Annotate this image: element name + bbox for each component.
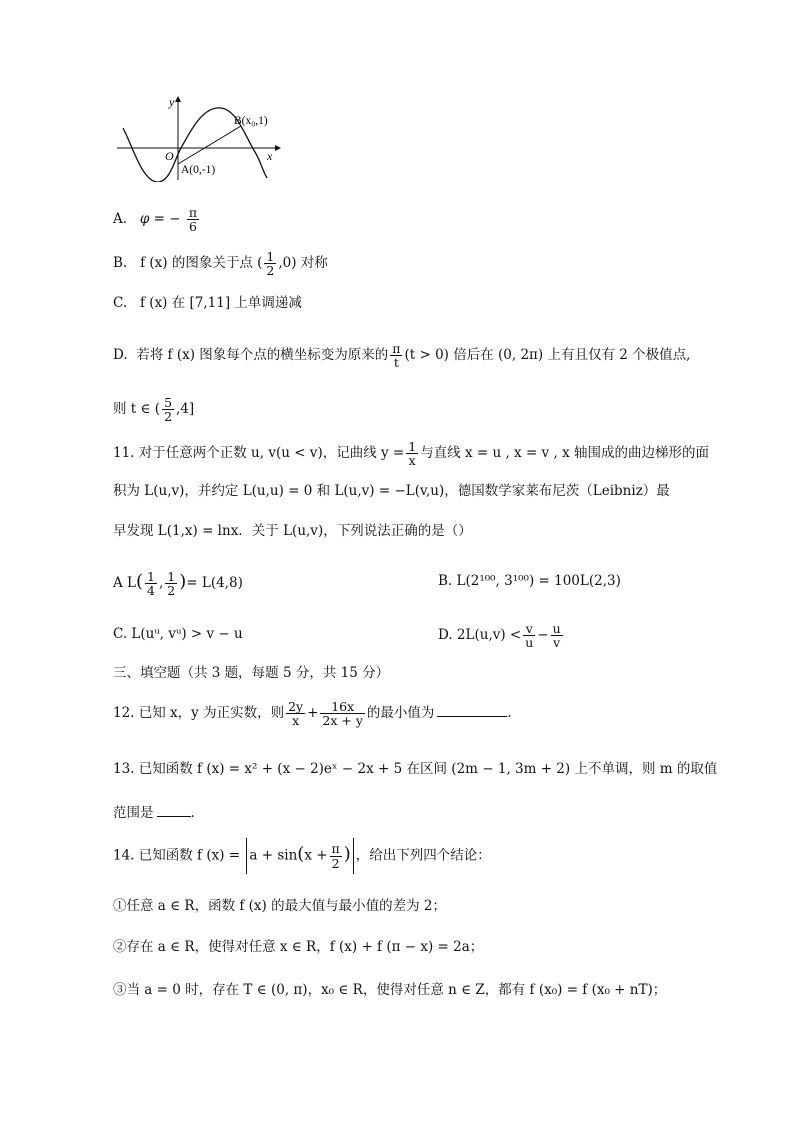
q14-post: ，给出下列四个结论：	[355, 847, 491, 864]
q12-fraction-1	[286, 700, 305, 727]
fraction-numerator: 2y	[288, 699, 304, 714]
fraction-numerator: 16x	[320, 700, 365, 714]
q14-abs-pre: a + sin	[249, 847, 298, 864]
q11-line1-post: 与直线 x = u , x = v , x 轴围成的曲边梯形的面	[420, 445, 709, 462]
q11-option-a-post: = L(4,8)	[186, 575, 243, 592]
fraction-numerator: 1	[408, 439, 417, 454]
point-a-label: A(0,-1)	[181, 164, 216, 176]
q12-stem	[113, 700, 512, 727]
sine-graph-figure	[113, 92, 288, 182]
q13-answer-blank[interactable]	[157, 804, 191, 817]
q14-conclusion-2: ②存在 a ∈ R，使得对任意 x ∈ R，f (x) + f (π − x) = 2a；	[113, 939, 484, 955]
fraction-numerator: 1	[266, 249, 275, 264]
fraction-denominator: u	[525, 635, 534, 651]
option-c-label: C.	[113, 295, 128, 311]
segment-ab	[178, 126, 241, 164]
y-axis-arrow	[175, 96, 181, 102]
fraction-denominator: 2	[167, 583, 176, 599]
option-d-text-post: (t > 0) 倍后在 (0, 2π) 上有且仅有 2 个极值点,	[404, 347, 691, 364]
fraction-numerator: 1	[167, 569, 176, 584]
fraction-denominator: 2	[164, 409, 173, 425]
q12-post: 的最小值为	[366, 705, 435, 722]
minus-sign: −	[537, 627, 549, 644]
q13-stem-line1: 13. 已知函数 f (x) = x² + (x − 2)eˣ − 2x + 5 在区间 (2m − 1, 3m + 2) 上不单调，则 m 的取值	[113, 761, 718, 777]
q13-line2-text: 范围是	[113, 805, 154, 821]
fraction-denominator: 4	[147, 583, 155, 599]
q12-fraction-2	[320, 700, 365, 727]
option-d-label: D.	[113, 347, 128, 364]
option-a-lhs: φ = −	[139, 211, 181, 228]
option-d-fraction	[390, 342, 402, 369]
fraction-denominator: 2	[331, 855, 340, 871]
fraction-denominator: t	[393, 355, 399, 371]
q14-conclusion-1: ①任意 a ∈ R，函数 f (x) 的最大值与最小值的差为 2；	[113, 898, 446, 914]
fraction-denominator: 6	[189, 219, 197, 235]
x-axis-label: x	[267, 149, 273, 163]
q14-fraction	[330, 842, 342, 869]
y-axis-label: y	[169, 95, 175, 109]
q11-option-a: A L( $\frac{1}{4}$ , $\frac{1}{2}$ )= L(4,8)	[113, 569, 243, 599]
origin-label: O	[165, 149, 174, 163]
q11-option-a-pre: A L	[113, 575, 137, 592]
q11-option-d-pre: D. 2L(u,v) <	[438, 627, 522, 644]
fraction-denominator: x	[408, 453, 416, 469]
fraction-numerator: 1	[147, 569, 155, 584]
q11-option-a-fraction-2	[165, 570, 177, 597]
fraction-numerator: π	[392, 341, 401, 356]
q12-pre: 12. 已知 x，y 为正实数，则	[113, 705, 285, 722]
abs-left-bar	[246, 838, 247, 874]
option-c-text: f (x) 在 [7,11] 上单调递减	[140, 295, 302, 311]
q10-option-a	[113, 206, 201, 233]
q11-stem-line3: 早发现 L(1,x) = lnx．关于 L(u,v)，下列说法正确的是（）	[113, 523, 472, 539]
fraction-numerator: π	[188, 205, 198, 220]
fraction-numerator: π	[331, 841, 340, 857]
fraction-denominator: x	[292, 713, 300, 729]
option-d-line2-pre: 则 t ∈ (	[113, 401, 161, 418]
fraction-denominator: v	[553, 635, 561, 651]
option-a-label: A.	[113, 211, 128, 228]
paren-left: (	[136, 571, 144, 593]
paren-right: )	[343, 843, 351, 865]
q11-line1-fraction	[406, 440, 418, 467]
plus-sign: +	[307, 705, 319, 722]
q13-stem-line2	[113, 804, 195, 821]
fraction-denominator: 2	[266, 263, 275, 279]
q11-option-d	[438, 622, 565, 649]
paren-right: )	[179, 571, 187, 593]
q14-conclusion-3: ③当 a = 0 时，存在 T ∈ (0, π)，x₀ ∈ R，使得对任意 n ∈ Z，都有 f (x₀) = f (x₀ + nT)；	[113, 982, 667, 998]
option-b-fraction	[264, 250, 276, 277]
q13-end: .	[190, 805, 195, 821]
x-axis-arrow	[275, 145, 281, 151]
q11-stem-line1	[113, 440, 709, 467]
fraction-numerator: v	[523, 622, 535, 636]
fraction-numerator: u	[552, 621, 561, 636]
fraction-numerator: 5	[164, 395, 173, 410]
paren-left: (	[297, 843, 305, 865]
q11-line1-pre: 11. 对于任意两个正数 u, v(u < v)，记曲线 y =	[113, 445, 405, 462]
q11-option-d-fraction-1	[523, 622, 535, 649]
q11-option-d-fraction-2	[551, 622, 563, 649]
section-3-heading: 三、填空题（共 3 题，每题 5 分，共 15 分）	[113, 665, 390, 681]
q10-option-b	[113, 250, 328, 277]
q11-stem-line2: 积为 L(u,v)，并约定 L(u,u) = 0 和 L(u,v) = −L(v,u)，德国数学家莱布尼茨（Leibniz）最	[113, 483, 670, 499]
option-d-line2-fraction	[162, 396, 174, 423]
option-b-text-post: ,0) 对称	[278, 255, 328, 272]
q12-end: .	[507, 705, 512, 722]
option-d-text-pre: 若将 f (x) 图象每个点的横坐标变为原来的	[136, 347, 389, 364]
option-b-text-pre: f (x) 的图象关于点 (	[140, 255, 263, 272]
option-b-label: B.	[113, 255, 128, 272]
q10-option-d	[113, 342, 690, 369]
q12-answer-blank[interactable]	[437, 704, 507, 717]
option-a-fraction	[187, 206, 199, 233]
option-d-line2-post: ,4]	[176, 401, 195, 418]
q11-option-a-fraction-1	[145, 570, 157, 597]
q14-abs-x: x +	[304, 847, 328, 864]
q14-stem	[113, 838, 491, 874]
q11-option-b: B. L(2¹⁰⁰, 3¹⁰⁰) = 100L(2,3)	[438, 573, 621, 589]
q14-pre: 14. 已知函数 f (x) =	[113, 847, 241, 864]
q10-option-c	[113, 297, 302, 311]
point-b-label: B(x₀,1)	[234, 115, 268, 127]
q11-option-c: C. L(uᵘ, vᵘ) > v − u	[113, 626, 243, 642]
q10-option-d-line2	[113, 396, 194, 423]
abs-right-bar	[353, 838, 354, 874]
fraction-denominator: 2x + y	[322, 713, 363, 729]
